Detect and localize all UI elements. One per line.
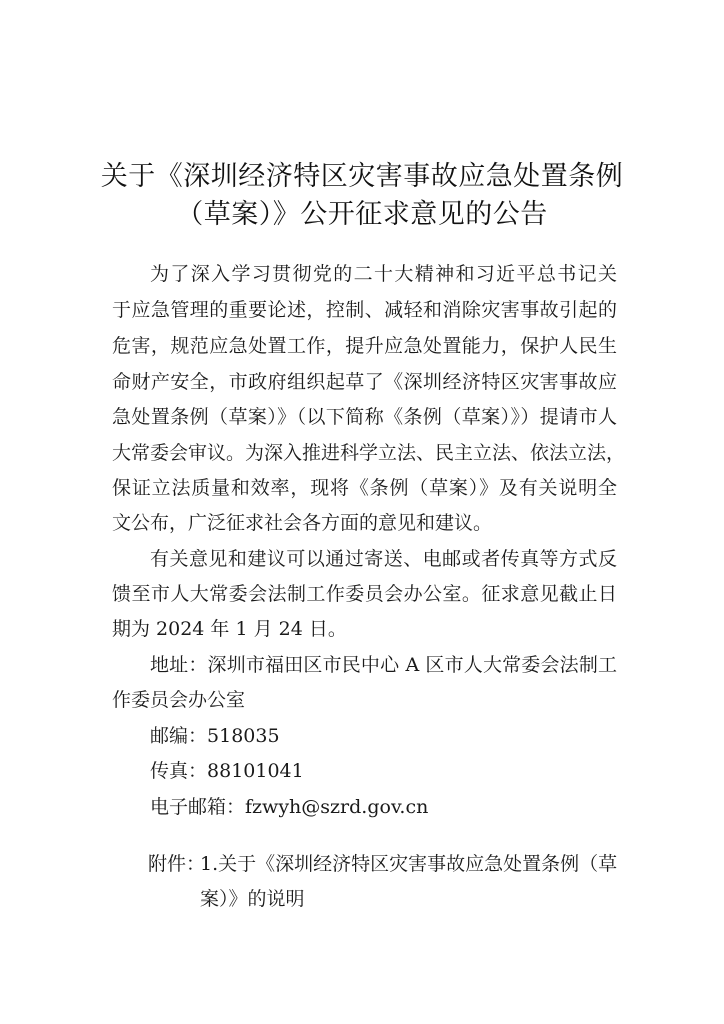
- address-line: 地址：深圳市福田区市民中心 A 区市人大常委会法制工: [150, 654, 617, 676]
- fax-value: 88101041: [207, 760, 304, 782]
- paragraph-1-line: 为了深入学习贯彻党的二十大精神和习近平总书记关: [150, 263, 617, 285]
- paragraph-1-line: 于应急管理的重要论述，控制、减轻和消除灾害事故引起的: [112, 299, 617, 321]
- paragraph-1-line: 急处置条例（草案）》（以下简称《条例（草案）》）提请市人: [112, 406, 617, 428]
- paragraph-1-line: 命财产安全，市政府组织起草了《深圳经济特区灾害事故应: [112, 371, 617, 393]
- fax-label: 传真：: [150, 760, 208, 782]
- attachment-item: 1.关于《深圳经济特区灾害事故应急处置条例（草: [200, 853, 618, 875]
- paragraph-1-line: 危害，规范应急处置工作，提升应急处置能力，保护人民生: [112, 335, 617, 357]
- email-label: 电子邮箱：: [150, 796, 246, 818]
- email-row: [150, 795, 428, 819]
- email-value: fzwyh@szrd.gov.cn: [245, 796, 429, 818]
- postcode-label: 邮编：: [150, 725, 208, 747]
- paragraph-2-line: 有关意见和建议可以通过寄送、电邮或者传真等方式反: [150, 548, 617, 570]
- page-title-continued: （草案）》公开征求意见的公告: [176, 199, 548, 230]
- attachment-item-continued: 案）》的说明: [200, 888, 305, 910]
- paragraph-1-line: 文公布，广泛征求社会各方面的意见和建议。: [112, 512, 493, 534]
- paragraph-1-line: 大常委会审议。为深入推进科学立法、民主立法、依法立法，: [112, 442, 626, 464]
- attachment-label: 附件：: [148, 853, 206, 875]
- paragraph-2-line: 期为 2024 年 1 月 24 日。: [112, 618, 347, 640]
- paragraph-1-line: 保证立法质量和效率，现将《条例（草案）》及有关说明全: [112, 477, 617, 499]
- postcode-row: [150, 724, 280, 748]
- postcode-value: 518035: [207, 725, 280, 747]
- address-line: 作委员会办公室: [112, 689, 246, 711]
- paragraph-2-line: 馈至市人大常委会法制工作委员会办公室。征求意见截止日: [112, 583, 617, 605]
- fax-row: [150, 759, 304, 783]
- page-title: 关于《深圳经济特区灾害事故应急处置条例: [100, 161, 624, 192]
